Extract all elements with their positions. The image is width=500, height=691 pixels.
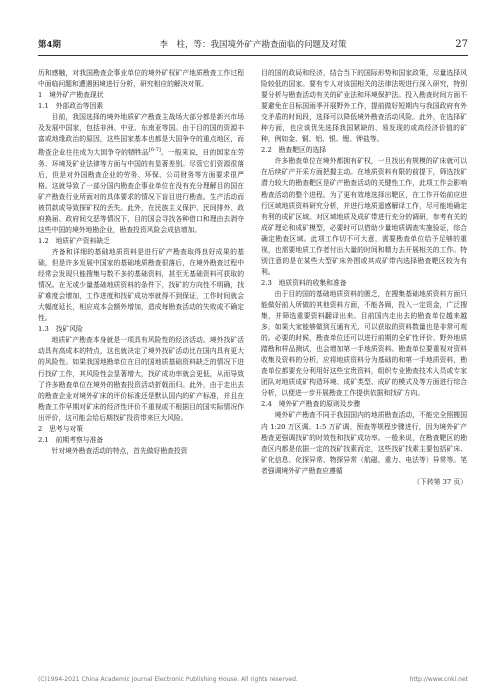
citation-ref: [6-7] [148, 147, 161, 154]
body-paragraph: 地质矿产勘查本身就是一项具有风险性的经济活动。境外找矿活动具有高成本的特点，这也就决定了境外找矿活动比在国内具有更大的风险性。如果我国地勘单位在目的国地质基础资料缺乏的情况下进行找矿工作，其风险性会显著增大，找矿成功率就会更低，从而导致了许多勘查单位在境外的勘查投资活动折戟而归。此外，由于走出去的勘查企业对境外矿床的评价标准还是默认国内的矿产标准，并且在勘查工作早期对矿床的经济性评价不重视或不根据目的国实际情况作出评价，这可能会给后期找矿投资带来巨大风险。 [38, 336, 244, 422]
section-heading: 1 境外矿产勘查现状 [38, 91, 104, 100]
subsection-heading: 1.2 地质矿产资料缺乏 [38, 236, 110, 245]
subsection-heading: 2.3 地质资料的收集和准备 [261, 278, 347, 287]
body-paragraph: 目的国的政局和经济，结合当下的国际形势和国家政策，尽量选择风险较低的国家。要有专人对该国相关的法律法规进行深入研究，特别要分析与勘查活动有关的矿业法和环境保护法。投入勘查时间方面不要避免在目标国雨季开展野外工作，提前做好短期内与我国政府有外交矛盾的时间段，选择可以降低境外勘查活动风险。此外，在选择矿种方面，也应该优先选择我国紧缺的、易发现的或高经济价值的矿种，例如金、铜、铝、银、锂、钾盐等。 [261, 69, 467, 144]
paragraph-text: 目前，我国选择的境外地质矿产勘查主战场大部分都是新兴市场及发展中国家，包括非洲、中亚、东南亚等国。由于目的国的资源丰富或地缘政治的原因，这些国家基本也都是大国争夺的重点地区，而勘查企业往往成为大国争夺的牺牲品 [38, 113, 244, 157]
footer-url: http://www.cnki.net [409, 676, 468, 683]
subsection-heading: 2.4 境外矿产勘查的原则及步骤 [261, 400, 361, 409]
header-rule [38, 55, 468, 56]
paragraph-text: 。一般来说，目的国家在劳务、环境及矿业法律等方面与中国的有显著差别。尽管它们资源很落后，但是对外国勘查企业的劳务、环保、公司财务等方面要求很严格。这就导致了一部分国内勘查企事业单位在没有充分理解目的国在矿产勘查行业所面对的具体要求的情况下盲目进行勘查。生产活动而被罚款或导致探矿权的丢失。此外，在民族主义保护、民间排外、政府换届、政府间交恶等情况下，目的国会寻找各种借口和理由去剥夺这些中国的境外地勘企业，勘查投资风险会成倍增加。 [38, 148, 245, 234]
body-paragraph: 历和感触，对我国勘查企事业单位的境外矿权矿产地质勘查工作过程中面临问题和遭遇困境进行分析，研究相应的解决对策。 [38, 69, 244, 89]
subsection-heading: 2.1 前期考察与准备 [38, 435, 104, 444]
issue-label: 第4期 [38, 40, 61, 50]
body-paragraph [38, 112, 244, 236]
page-number: 27 [455, 39, 468, 50]
subsection-heading: 1.3 找矿风险 [38, 325, 83, 334]
body-paragraph: 齐备和详细的基础地质资料是进行矿产勘查取得良好成果的基础，但是许多发展中国家的基础地质勘查很落后，在境外勘查过程中经常会发现只能搜集与数不多的基础资料，甚至无基础资料可获取的情况。在无或少量基础地质资料的条件下，找矿的方向性不明确，找矿难度会增加，工作进度和找矿成功率就得不到保证，工作时间就会大幅度延长，相应成本会额外增加，造成每勘查活动的失败或不确定性。 [38, 248, 244, 323]
page-footer [38, 676, 468, 683]
body-paragraph: 许多勘查单位在境外都拥有矿权，一旦找出有规模的矿床就可以在后续矿产开采方面把握主动。在地质资料有限的前提下，筛选找矿潜力较大的勘查靶区是矿产勘查活动的关键性工作，此项工作会影响勘查活动的整个进程。为了更有效地选择出靶区，在工作开始前应进行区域地质资料研究分析，并进行地质遥感解译工作，尽可能地确定有利的成矿区域。对区域地质及成矿带进行充分的调研，参考有关的成矿理论和成矿模型，必要时可以借助少量地质调查实施验证，综合确定勘查区域。此项工作切不可大意，需要勘查单位给予足够的重视，也需要地质工作者付出大量的时间和精力去开展相关的工作。特别注意的是在某些大型矿床外围或其成矿带内选择勘查靶区较为有利。 [261, 157, 467, 276]
body-paragraph: 针对境外勘查活动的特点，首先做好勘查投资 [51, 446, 188, 455]
right-column [261, 68, 467, 488]
body-paragraph: 境外矿产勘查不同于我国国内的地质勘查活动，不能完全照搬国内 1:20 万区调、1:5 万矿调、预查等规程步骤进行，因为境外矿产勘查更强调找矿的时效性和找矿成功率。一般来说，在勘查靶区的勘查区内都是依据一定的找矿找素而定，这些找矿找素主要包括矿床、矿化信息、化探异常、物探异常（航磁、重力、电法等）异常等。笔者强调境外矿产勘查应遵循 [261, 411, 467, 475]
left-column [38, 68, 244, 457]
copyright-notice: (C)1994-2021 China Academic Journal Electronic Publishing House. All rights reserved. [38, 676, 298, 683]
running-header [38, 38, 468, 52]
body-paragraph: 由于目的国的基础地质资料的匮乏，在搜集基础地质资料方面只能做好前人所做的其他资料方面，不能各顾，投入一定资金，广泛搜集，并筛选重要资料翻译出来。目前国内走出去的勘查单位越来越多，如果大家能够做到互通有无，可以获取的资料数量也是非常可观的。必要的时候，勘查单位还可以进行前期的全矿性评价、野外地质踏勘和样品测试，也会增加第一手地质资料。勘查单位要重视对资料收集及资料的分析，应将地质资料分为基础的和第一手地质资料，勘查单位都要充分利用好这些宝贵资料，组织专业勘查技术人员或专家团队对地质成矿构造环境、成矿类型、成矿的模式及等方面进行综合分析，以便进一步开展勘查工作提供依据和找矿方向。 [261, 289, 467, 398]
subsection-heading: 1.1 外部政治等因素 [38, 102, 104, 111]
subsection-heading: 2.2 勘查靶区的选择 [261, 146, 327, 155]
section-heading: 2 思考与对策 [38, 424, 84, 433]
continued-note: （下转第 37 页） [413, 477, 467, 486]
running-title: 李 柱，等：我国境外矿产勘查面临的问题及对策 [159, 40, 347, 50]
